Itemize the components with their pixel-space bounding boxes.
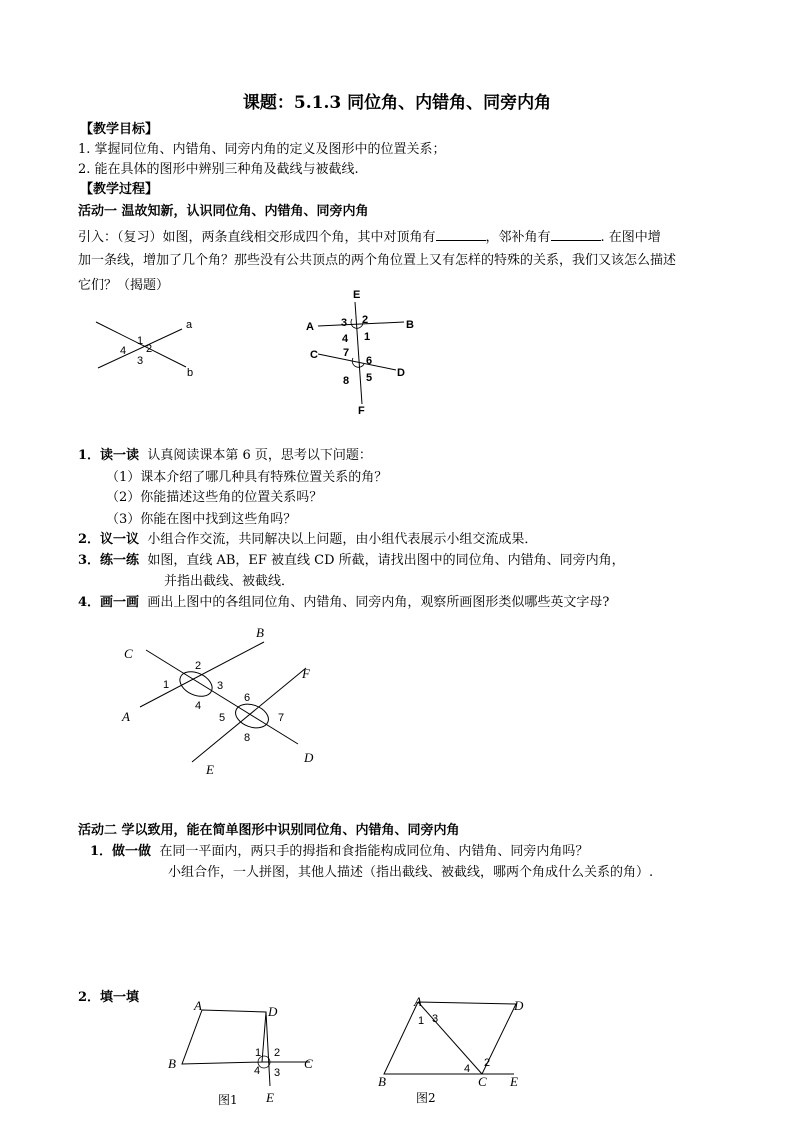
angle-label-5: 5: [219, 712, 226, 724]
label-D: D: [397, 367, 405, 379]
label-B: B: [406, 319, 414, 331]
read-text: 认真阅读课本第 6 页，思考以下问题：: [147, 448, 372, 463]
line-ef: [355, 302, 362, 404]
angle-label-4: 4: [254, 1065, 261, 1077]
angle-label-6: 6: [366, 355, 373, 367]
label-B: B: [168, 1056, 176, 1071]
label-B: B: [378, 1074, 386, 1089]
discuss-item: [78, 532, 537, 548]
fill-label: 2．填一填: [78, 990, 140, 1005]
label-A: A: [122, 709, 130, 724]
label-C: C: [304, 1056, 313, 1071]
line-ab: [318, 322, 404, 326]
label-E: E: [510, 1074, 518, 1089]
goal-item-2: 2. 能在具体的图形中辨别三种角及截线与被截线.: [78, 162, 359, 177]
question-3: （3）你能在图中找到这些角吗？: [106, 512, 297, 527]
page-title: 课题：5.1.3 同位角、内错角、同旁内角: [242, 93, 552, 113]
angle-label-3: 3: [217, 680, 224, 692]
practice-text: 如图，直线 AB，EF 被直线 CD 所截，请找出图中的同位角、内错角、同旁内角，: [147, 553, 625, 568]
label-D: D: [514, 998, 524, 1013]
process-heading: 【教学过程】: [80, 182, 159, 197]
angle-label-2: 2: [362, 314, 369, 326]
angle-label-4: 4: [342, 333, 349, 345]
draw-item: [78, 595, 609, 611]
figure-1-caption: 图1: [218, 1093, 238, 1107]
angle-label-3: 3: [341, 317, 348, 329]
do-text-2: 小组合作，一人拼图，其他人描述（指出截线、被截线，哪两个角成什么关系的角）.: [168, 865, 654, 880]
label-E: E: [206, 762, 214, 777]
angle-label-6: 6: [244, 692, 251, 704]
do-label: 1．做一做: [90, 844, 152, 859]
label-C: C: [478, 1074, 487, 1089]
angle-label-4: 4: [195, 700, 202, 712]
label-F: F: [358, 405, 365, 416]
angle-label-1: 1: [418, 1015, 425, 1027]
intro-line-3: 它们？（揭题）: [78, 278, 170, 293]
angle-label-1: 1: [163, 679, 170, 691]
discuss-text: 小组合作交流，共同解决以上问题，由小组代表展示小组交流成果．: [147, 532, 538, 547]
angle-label-1: 1: [364, 331, 371, 343]
label-A: A: [414, 994, 422, 1009]
angle-label-7: 7: [343, 347, 350, 359]
line-cd: [318, 354, 396, 370]
activity1-title: 活动一 温故知新，认识同位角、内错角、同旁内角: [78, 204, 369, 219]
question-1: （1）课本介绍了哪几种具有特殊位置关系的角？: [106, 470, 388, 485]
figure-1: [160, 996, 330, 1106]
label-C: C: [124, 646, 133, 661]
angle-label-1: 1: [137, 335, 144, 347]
figure-2-caption: 图2: [416, 1091, 436, 1105]
angle-label-5: 5: [366, 372, 373, 384]
label-C: C: [310, 349, 318, 361]
practice-text-2: 并指出截线、被截线．: [164, 574, 295, 589]
angle-label-3: 3: [432, 1013, 439, 1025]
label-F: F: [302, 666, 310, 681]
activity2-title: 活动二 学以致用，能在简单图形中识别同位角、内错角、同旁内角: [78, 823, 460, 838]
line-ef: [192, 668, 306, 762]
quadrilateral-abcd: [182, 1010, 266, 1064]
read-label: 1．读一读: [78, 448, 140, 463]
angle-label-4: 4: [464, 1063, 471, 1075]
label-A: A: [306, 321, 314, 333]
draw-label: 4．画一画: [78, 595, 140, 610]
intro-line-1: [78, 228, 661, 246]
angle-label-4: 4: [120, 345, 127, 357]
figure-2: [374, 994, 534, 1092]
label-E: E: [353, 289, 361, 301]
goal-item-1: 1. 掌握同位角、内错角、同旁内角的定义及图形中的位置关系；: [78, 142, 446, 157]
angle-label-3: 3: [274, 1067, 281, 1079]
practice-label: 3．练一练: [78, 553, 140, 568]
figure-cut-lines: [110, 620, 330, 780]
figure-transversal-ef: [300, 286, 420, 416]
goals-heading: 【教学目标】: [80, 122, 159, 137]
label-E: E: [266, 1090, 274, 1105]
angle-label-2: 2: [195, 660, 202, 672]
do-text: 在同一平面内，两只手的拇指和食指能构成同位角、内错角、同旁内角吗？: [159, 844, 589, 859]
angle-label-8: 8: [244, 732, 251, 744]
draw-text: 画出上图中的各组同位角、内错角、同旁内角，观察所画图形类似哪些英文字母?: [147, 595, 610, 610]
question-2: （2）你能描述这些角的位置关系吗？: [106, 490, 323, 505]
label-D: D: [304, 750, 314, 765]
angle-label-1: 1: [255, 1047, 262, 1059]
label-b: b: [187, 367, 194, 379]
label-D: D: [268, 1004, 278, 1019]
angle-label-3: 3: [137, 355, 144, 367]
intro-line-2: 加一条线，增加了几个角？那些没有公共顶点的两个角位置上又有怎样的特殊的关系，我们又该怎么描述: [78, 253, 677, 268]
discuss-label: 2．议一议: [78, 532, 140, 547]
intro-text-a: 引入：（复习）如图，两条直线相交形成四个角，其中对顶角有: [78, 230, 436, 245]
angle-label-2: 2: [484, 1057, 491, 1069]
answer-blank-vertical-angles[interactable]: [436, 228, 486, 241]
angle-label-2: 2: [274, 1047, 281, 1059]
label-a: a: [186, 319, 193, 331]
intro-text-b: ，邻补角有: [485, 230, 551, 245]
intro-text-c: . 在图中增: [600, 230, 661, 245]
line-de: [266, 1012, 270, 1086]
do-item: [90, 844, 588, 860]
label-A: A: [194, 998, 202, 1013]
read-item: [78, 448, 372, 464]
angle-label-2: 2: [146, 343, 153, 355]
diagonal-ac: [418, 1002, 482, 1074]
practice-item: [78, 553, 625, 569]
angle-label-8: 8: [343, 375, 350, 387]
answer-blank-adjacent-angles[interactable]: [551, 228, 601, 241]
label-B: B: [256, 625, 264, 640]
angle-label-7: 7: [278, 712, 285, 724]
figure-intersecting-lines: [90, 312, 210, 384]
